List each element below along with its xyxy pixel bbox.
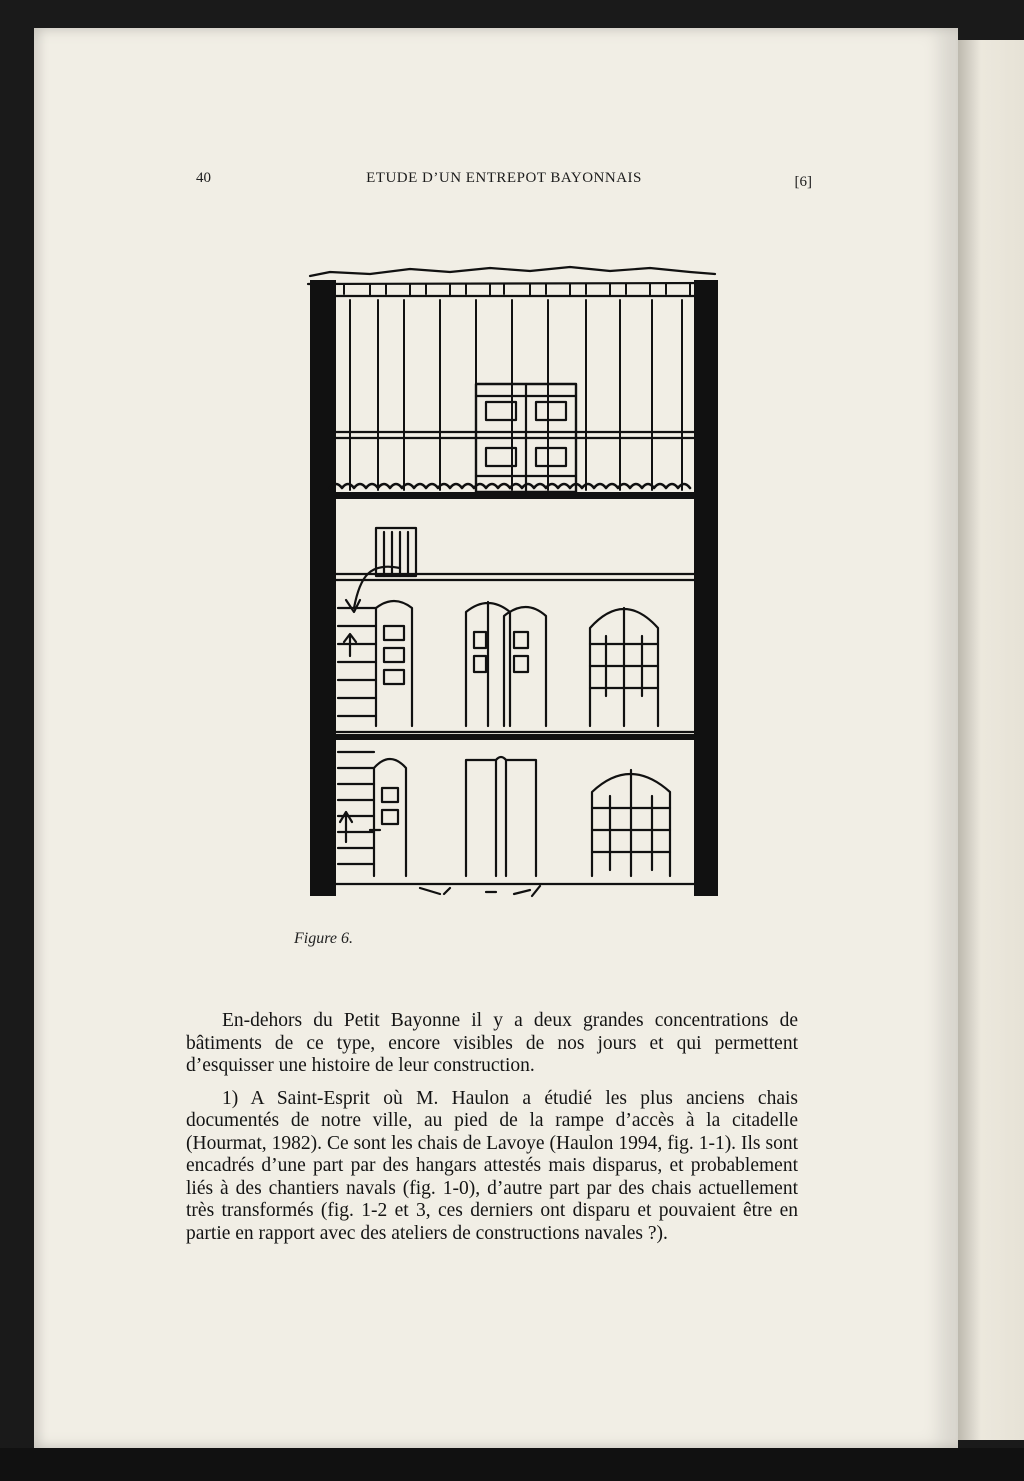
paragraph: 1) A Saint-Esprit où M. Haulon a étudié les plus anciens chais documentés de notre ville, au pied de la rampe d’accès à la citadelle (Hourmat, 1982). Ce sont les chais de Lavoye (Haulon 1994, fig. 1-1). Ils sont encadrés d’une part par des hangars attestés mais disparus, et probablement liés à des chantiers navals (fig. 1-0), d’autre part par des chais actuellement très transformés (fig. 1-2 et 3, ces derniers ont disparu et pouvaient être en partie en rapport avec des ateliers de constructions navales ?). [186, 1087, 798, 1244]
section-number: [6] [794, 174, 812, 190]
paragraph: En-dehors du Petit Bayonne il y a deux grandes concentrations de bâtiments de ce type, encore visibles de nos jours et qui permettent d’esquisser une histoire de leur construction. [186, 1010, 798, 1076]
running-title: ETUDE D’UN ENTREPOT BAYONNAIS [366, 170, 642, 186]
facing-page-edge [958, 40, 1024, 1440]
building-facade-drawing [290, 256, 730, 904]
figure-caption: Figure 6. [294, 930, 353, 947]
page-number: 40 [196, 170, 211, 186]
scan-background [0, 1448, 1024, 1481]
running-header [196, 170, 812, 194]
body-text [186, 1010, 798, 1255]
